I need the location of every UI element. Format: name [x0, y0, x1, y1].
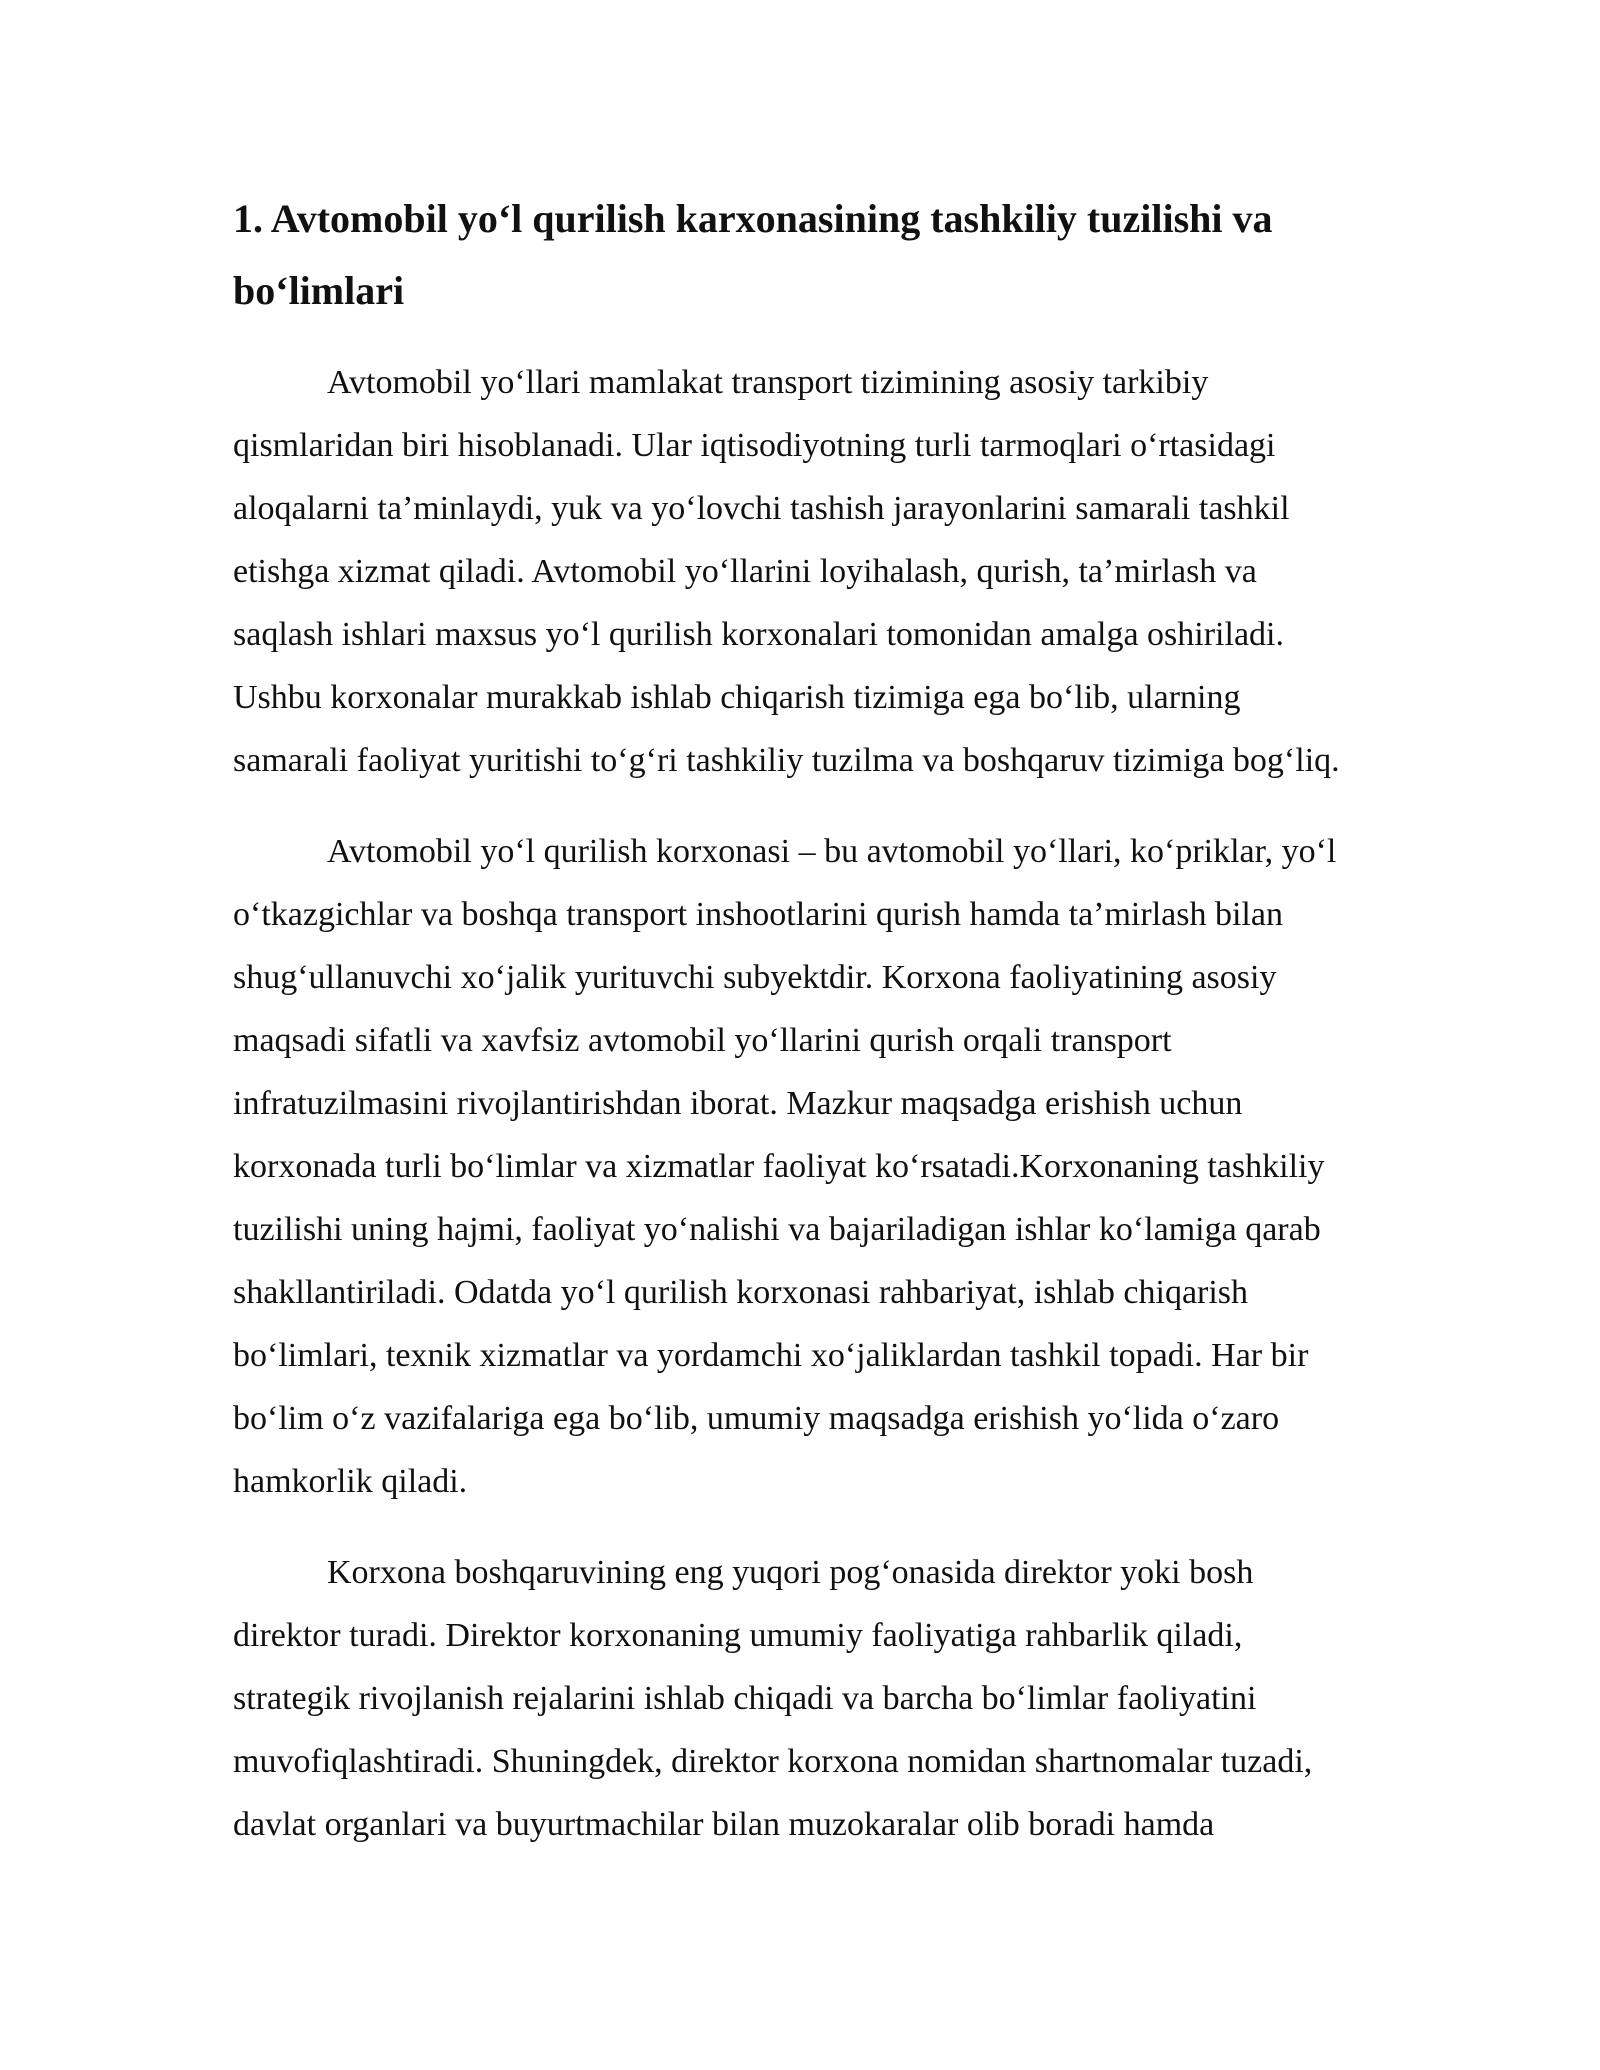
text-line: Ushbu korxonalar murakkab ishlab chiqarish tizimiga ega bo‘lib, ularning	[233, 679, 1241, 716]
text-line: davlat organlari va buyurtmachilar bilan muzokaralar olib boradi hamda	[233, 1806, 1215, 1843]
paragraph	[233, 351, 1423, 792]
text-line: direktor turadi. Direktor korxonaning umumiy faoliyatiga rahbarlik qiladi,	[233, 1617, 1243, 1654]
text-line: maqsadi sifatli va xavfsiz avtomobil yo‘llarini qurish orqali transport	[233, 1022, 1172, 1059]
text-line: Avtomobil yo‘l qurilish korxonasi – bu avtomobil yo‘llari, ko‘priklar, yo‘l	[327, 833, 1337, 870]
text-line: hamkorlik qiladi.	[233, 1463, 468, 1500]
paragraph	[233, 1541, 1423, 1856]
text-line: etishga xizmat qiladi. Avtomobil yo‘llarini loyihalash, qurish, ta’mirlash va	[233, 553, 1257, 590]
text-line: samarali faoliyat yuritishi to‘g‘ri tashkiliy tuzilma va boshqaruv tizimiga bog‘liq.	[233, 742, 1340, 779]
text-line: shug‘ullanuvchi xo‘jalik yurituvchi subyektdir. Korxona faoliyatining asosiy	[233, 959, 1277, 996]
document-body	[233, 183, 1423, 1856]
text-line: shakllantiriladi. Odatda yo‘l qurilish korxonasi rahbariyat, ishlab chiqarish	[233, 1274, 1249, 1311]
text-line: saqlash ishlari maxsus yo‘l qurilish korxonalari tomonidan amalga oshiriladi.	[233, 616, 1284, 653]
paragraph	[233, 820, 1423, 1513]
text-line: Korxona boshqaruvining eng yuqori pog‘onasida direktor yoki bosh	[327, 1554, 1254, 1591]
text-line: bo‘lim o‘z vazifalariga ega bo‘lib, umumiy maqsadga erishish yo‘lida o‘zaro	[233, 1400, 1280, 1437]
text-line: aloqalarni ta’minlaydi, yuk va yo‘lovchi tashish jarayonlarini samarali tashkil	[233, 490, 1290, 527]
text-line: Avtomobil yo‘llari mamlakat transport tizimining asosiy tarkibiy	[327, 364, 1209, 401]
text-line: qismlaridan biri hisoblanadi. Ular iqtisodiyotning turli tarmoqlari o‘rtasidagi	[233, 427, 1276, 464]
text-line: tuzilishi uning hajmi, faoliyat yo‘nalishi va bajariladigan ishlar ko‘lamiga qarab	[233, 1211, 1321, 1248]
section-heading	[233, 183, 1423, 327]
heading-line: 1. Avtomobil yo‘l qurilish karxonasining tashkiliy tuzilishi va	[233, 196, 1273, 241]
heading-line: bo‘limlari	[233, 268, 405, 313]
text-line: o‘tkazgichlar va boshqa transport inshootlarini qurish hamda ta’mirlash bilan	[233, 896, 1283, 933]
text-line: strategik rivojlanish rejalarini ishlab chiqadi va barcha bo‘limlar faoliyatini	[233, 1680, 1257, 1717]
text-line: muvofiqlashtiradi. Shuningdek, direktor korxona nomidan shartnomalar tuzadi,	[233, 1743, 1313, 1780]
text-line: bo‘limlari, texnik xizmatlar va yordamchi xo‘jaliklardan tashkil topadi. Har bir	[233, 1337, 1309, 1374]
text-line: infratuzilmasini rivojlantirishdan iborat. Mazkur maqsadga erishish uchun	[233, 1085, 1243, 1122]
text-line: korxonada turli bo‘limlar va xizmatlar faoliyat ko‘rsatadi.Korxonaning tashkiliy	[233, 1148, 1325, 1185]
